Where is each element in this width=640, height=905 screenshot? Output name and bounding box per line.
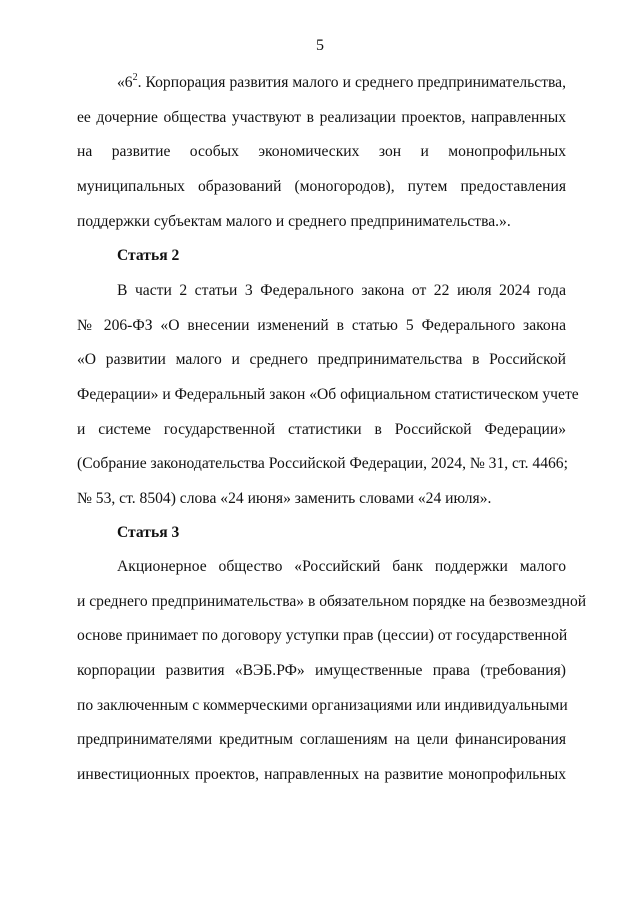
paragraph-line: поддержки субъектам малого и среднего предпринимательства.». — [77, 212, 511, 230]
paragraph-line: по заключенным с коммерческими организациями или индивидуальными — [77, 696, 568, 714]
article-2-body — [77, 274, 579, 517]
paragraph-line: (Собрание законодательства Российской Федерации, 2024, № 31, ст. 4466; — [77, 455, 568, 473]
paragraph-line: «О развитии малого и среднего предпринимательства в Российской — [77, 351, 566, 369]
paragraph-line: муниципальных образований (моногородов), путем предоставления — [77, 178, 566, 196]
clause-prefix: «6 — [117, 74, 133, 91]
paragraph-line: основе принимает по договору уступки прав (цессии) от государственной — [77, 627, 568, 645]
paragraph-line: № 53, ст. 8504) слова «24 июня» заменить словами «24 июля». — [77, 490, 492, 508]
paragraph-line: корпорации развития «ВЭБ.РФ» имущественные права (требования) — [77, 662, 566, 680]
paragraph-line — [77, 66, 566, 101]
clause-superscript: 2 — [132, 71, 138, 83]
article-3-heading: Статья 3 — [117, 524, 180, 541]
page-number: 5 — [316, 37, 324, 54]
paragraph-line: и системе государственной статистики в Российской Федерации» — [77, 420, 566, 438]
article-3-body — [77, 550, 587, 793]
paragraph-line: и среднего предпринимательства» в обязательном порядке на безвозмездной — [77, 592, 587, 610]
paragraph-line: инвестиционных проектов, направленных на развитие монопрофильных — [77, 766, 566, 784]
paragraph-line-text: . Корпорация развития малого и среднего предпринимательства, — [137, 74, 566, 91]
paragraph-clause-6-2 — [77, 66, 566, 239]
paragraph-line: ее дочерние общества участвуют в реализации проектов, направленных — [77, 108, 566, 126]
paragraph-line: В части 2 статьи 3 Федерального закона от 22 июля 2024 года — [117, 282, 566, 299]
article-2-heading: Статья 2 — [117, 247, 180, 264]
paragraph-line: Федерации» и Федеральный закон «Об официальном статистическом учете — [77, 386, 579, 404]
paragraph-line: № 206-ФЗ «О внесении изменений в статью 5 Федерального закона — [77, 316, 566, 334]
paragraph-line: Акционерное общество «Российский банк поддержки малого — [117, 558, 566, 575]
paragraph-line: предпринимателями кредитным соглашениям на цели финансирования — [77, 731, 566, 749]
paragraph-line: на развитие особых экономических зон и монопрофильных — [77, 143, 566, 161]
